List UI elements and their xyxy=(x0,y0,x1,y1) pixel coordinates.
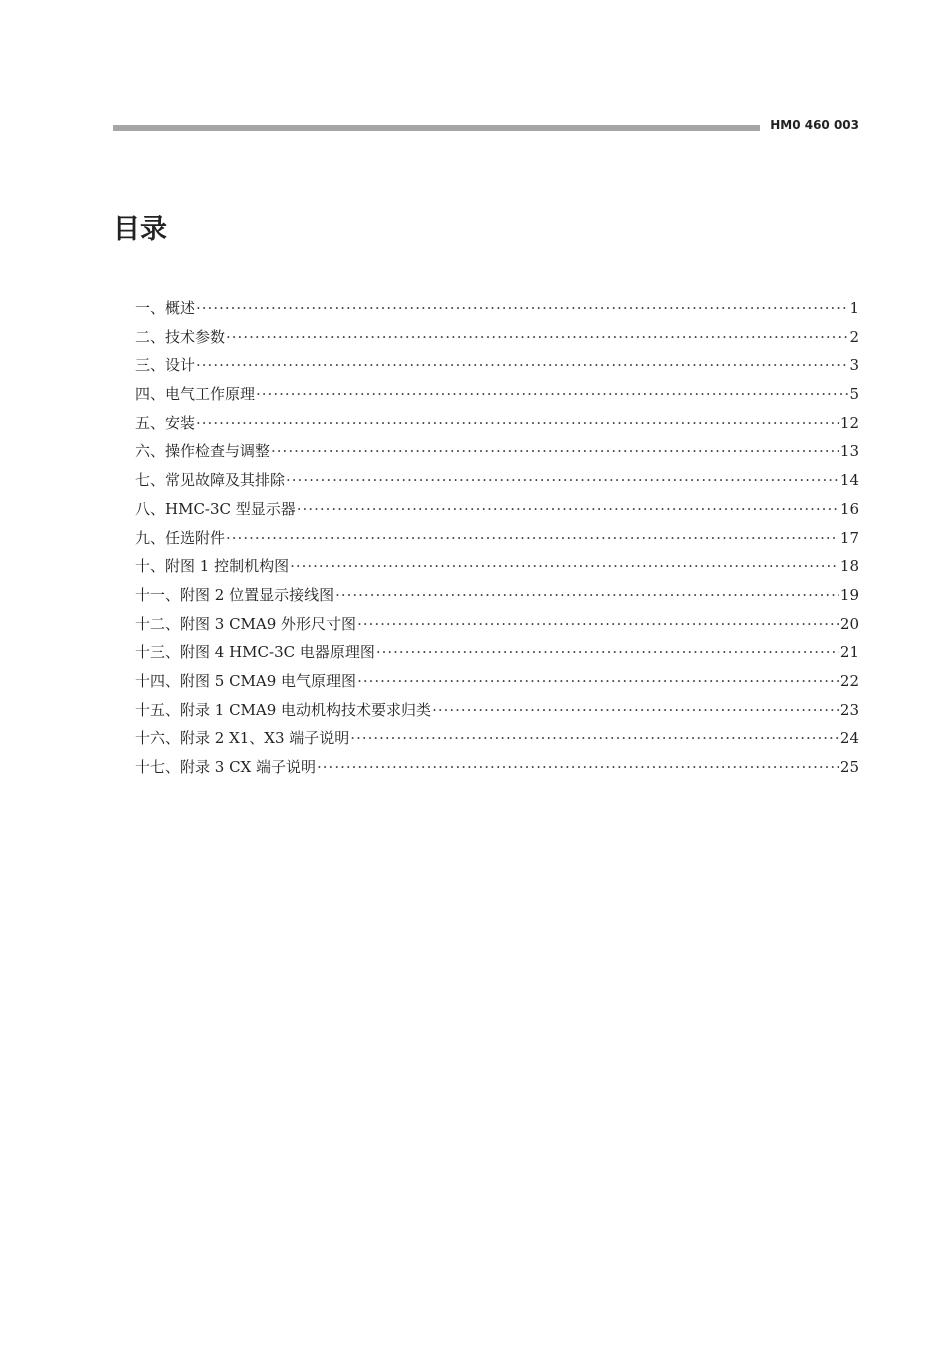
toc-entry-label: 九、任选附件 xyxy=(135,528,226,547)
toc-dot-leader xyxy=(317,753,839,782)
toc-entry-label: 十三、附图 4 HMC-3C 电器原理图 xyxy=(135,643,375,662)
toc-entry-page: 20 xyxy=(839,614,859,633)
toc-dot-leader xyxy=(290,552,839,581)
toc-list xyxy=(135,294,859,782)
toc-entry-page: 19 xyxy=(839,585,859,604)
toc-entry-label: 十五、附录 1 CMA9 电动机构技术要求归类 xyxy=(135,700,432,719)
toc-entry-label: 十二、附图 3 CMA9 外形尺寸图 xyxy=(135,614,357,633)
toc-entry-page: 5 xyxy=(849,385,859,404)
page-header xyxy=(113,118,859,132)
header-rule xyxy=(113,125,760,131)
toc-entry-page: 24 xyxy=(839,729,859,748)
toc-entry-17[interactable] xyxy=(135,753,859,782)
toc-entry-label: 十一、附图 2 位置显示接线图 xyxy=(135,585,335,604)
toc-entry-page: 14 xyxy=(839,471,859,490)
toc-dot-leader xyxy=(196,409,839,438)
toc-entry-label: 八、HMC-3C 型显示器 xyxy=(135,499,296,518)
toc-dot-leader xyxy=(271,437,839,466)
toc-dot-leader xyxy=(196,294,848,323)
toc-entry-9[interactable] xyxy=(135,524,859,553)
toc-entry-page: 2 xyxy=(849,327,859,346)
toc-entry-16[interactable] xyxy=(135,724,859,753)
toc-entry-page: 12 xyxy=(839,413,859,432)
toc-entry-6[interactable] xyxy=(135,437,859,466)
toc-entry-4[interactable] xyxy=(135,380,859,409)
toc-entry-label: 三、设计 xyxy=(135,356,196,375)
toc-dot-leader xyxy=(196,351,848,380)
toc-entry-page: 22 xyxy=(839,671,859,690)
toc-entry-13[interactable] xyxy=(135,638,859,667)
toc-entry-page: 1 xyxy=(849,299,859,317)
toc-entry-8[interactable] xyxy=(135,495,859,524)
toc-dot-leader xyxy=(335,581,839,610)
toc-entry-label: 七、常见故障及其排除 xyxy=(135,471,286,490)
toc-entry-label: 六、操作检查与调整 xyxy=(135,442,271,461)
toc-entry-5[interactable] xyxy=(135,409,859,438)
toc-entry-label: 五、安装 xyxy=(135,413,196,432)
toc-dot-leader xyxy=(286,466,839,495)
toc-entry-label: 十、附图 1 控制机构图 xyxy=(135,557,290,576)
toc-dot-leader xyxy=(297,495,839,524)
toc-dot-leader xyxy=(226,524,839,553)
toc-entry-12[interactable] xyxy=(135,610,859,639)
toc-entry-page: 3 xyxy=(849,356,859,375)
toc-entry-label: 十四、附图 5 CMA9 电气原理图 xyxy=(135,671,357,690)
toc-entry-page: 21 xyxy=(839,643,859,662)
toc-entry-page: 17 xyxy=(839,528,859,547)
toc-dot-leader xyxy=(350,724,839,753)
toc-entry-1[interactable] xyxy=(135,294,859,323)
toc-entry-2[interactable] xyxy=(135,323,859,352)
toc-entry-14[interactable] xyxy=(135,667,859,696)
toc-entry-label: 二、技术参数 xyxy=(135,327,226,346)
document-code: HM0 460 003 xyxy=(770,118,859,132)
toc-dot-leader xyxy=(226,323,848,352)
toc-entry-3[interactable] xyxy=(135,351,859,380)
toc-entry-page: 13 xyxy=(839,442,859,461)
toc-entry-label: 十六、附录 2 X1、X3 端子说明 xyxy=(135,729,350,748)
toc-entry-label: 一、概述 xyxy=(135,299,196,317)
toc-dot-leader xyxy=(256,380,848,409)
toc-entry-page: 16 xyxy=(839,499,859,518)
toc-entry-15[interactable] xyxy=(135,696,859,725)
toc-entry-10[interactable] xyxy=(135,552,859,581)
toc-dot-leader xyxy=(357,667,839,696)
toc-entry-7[interactable] xyxy=(135,466,859,495)
toc-entry-page: 23 xyxy=(839,700,859,719)
toc-entry-label: 四、电气工作原理 xyxy=(135,385,256,404)
toc-entry-11[interactable] xyxy=(135,581,859,610)
toc-entry-page: 18 xyxy=(839,557,859,576)
toc-dot-leader xyxy=(357,610,839,639)
toc-dot-leader xyxy=(376,638,839,667)
toc-title: 目录 xyxy=(113,214,167,245)
toc-entry-page: 25 xyxy=(839,758,859,776)
toc-dot-leader xyxy=(432,696,839,725)
toc-entry-label: 十七、附录 3 CX 端子说明 xyxy=(135,758,317,776)
